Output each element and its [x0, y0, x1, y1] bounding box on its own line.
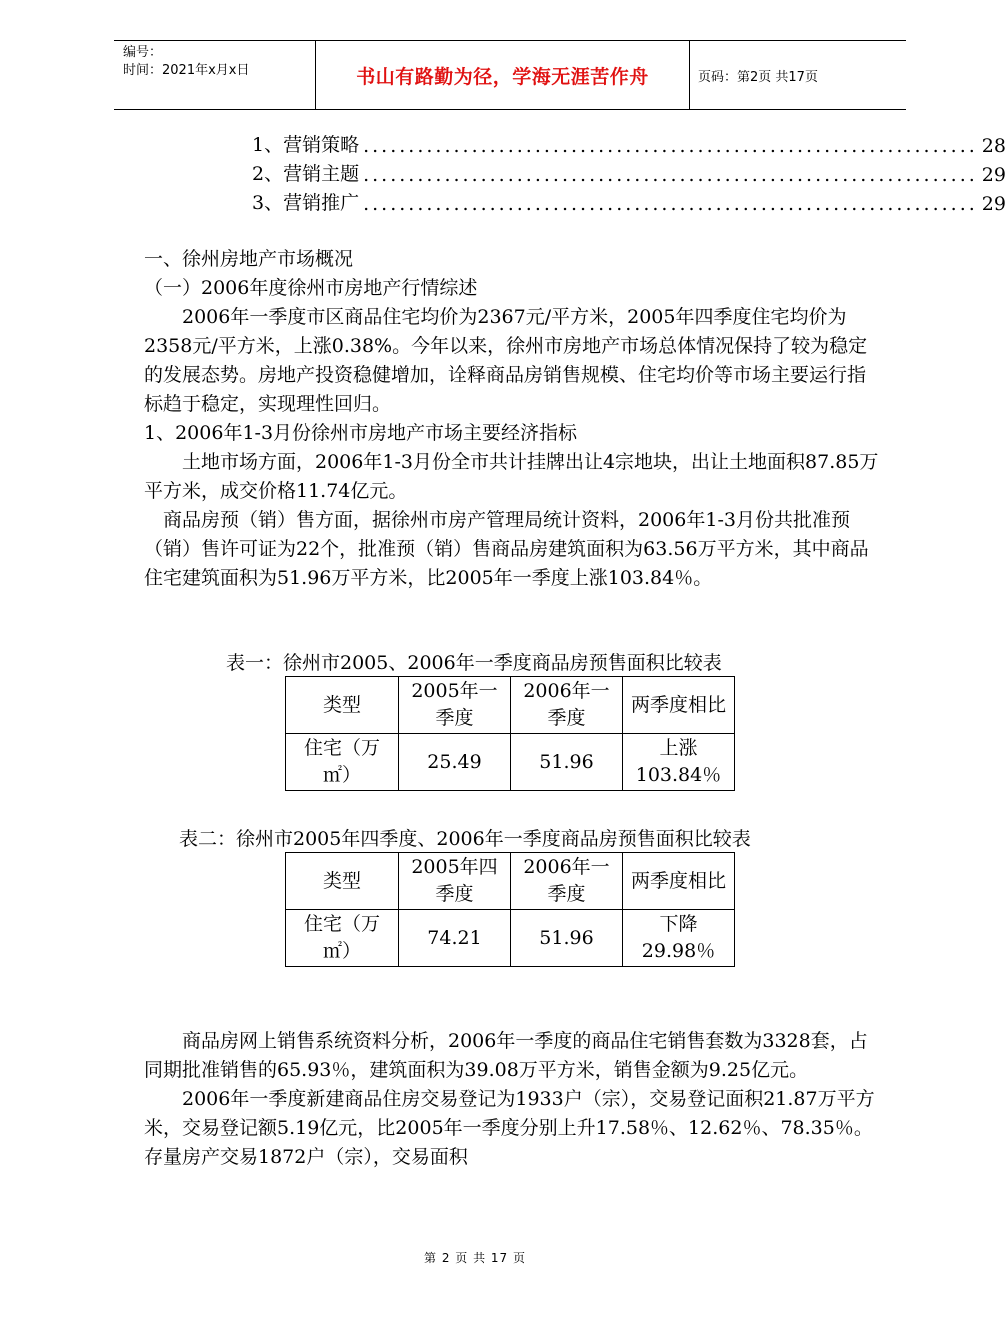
page-footer: 第 2 页 共 17 页 — [424, 1251, 526, 1265]
paragraph: 商品房网上销售系统资料分析，2006年一季度的商品住宅销售套数为3328套，占同期批准销售的65.93％，建筑面积为39.08万平方米，销售金额为9.25亿元。 — [144, 1030, 868, 1081]
toc-item[interactable] — [252, 186, 1006, 215]
paragraph: 商品房预（销）售方面，据徐州市房产管理局统计资料，2006年1-3月份共批准预（销）售许可证为22个，批准预（销）售商品房建筑面积为63.56万平方米，其中商品住宅建筑面积为51.96万平方米，比2005年一季度上涨103.84％。 — [144, 509, 869, 589]
toc-item[interactable] — [252, 128, 1006, 157]
document-number: 编号： — [123, 45, 163, 60]
subsection-heading: 1、2006年1-3月份徐州市房地产市场主要经济指标 — [144, 422, 578, 444]
table-header-cell: 两季度相比 — [623, 677, 735, 734]
table-header-cell: 类型 — [286, 677, 399, 734]
header-motto: 书山有路勤为径，学海无涯苦作舟 — [316, 41, 690, 109]
toc-leader-dots: .................................................................... — [363, 164, 978, 186]
table-header-cell: 类型 — [286, 853, 399, 910]
table-cell: 51.96 — [511, 910, 623, 967]
toc-item-label: 3、营销推广 — [252, 192, 360, 214]
toc-item-label: 1、营销策略 — [252, 134, 360, 156]
table-cell: 下降29.98％ — [623, 910, 735, 967]
toc-item-page: 29 — [981, 193, 1006, 215]
page-header — [114, 40, 906, 110]
table-header-cell: 两季度相比 — [623, 853, 735, 910]
table1-caption: 表一：徐州市2005、2006年一季度商品房预售面积比较表 — [226, 652, 722, 674]
table-header-cell: 2005年一季度 — [399, 677, 511, 734]
paragraph: 2006年一季度新建商品住房交易登记为1933户（宗），交易登记面积21.87万平方米，交易登记额5.19亿元，比2005年一季度分别上升17.58％、12.62％、78.35％。存量房产交易1872户（宗），交易面积 — [144, 1088, 875, 1168]
table2-caption: 表二：徐州市2005年四季度、2006年一季度商品房预售面积比较表 — [179, 828, 751, 850]
header-meta — [114, 41, 316, 109]
table2 — [285, 852, 735, 967]
toc-leader-dots: .................................................................... — [363, 193, 978, 215]
table-header-cell: 2005年四季度 — [399, 853, 511, 910]
section-heading: 一、徐州房地产市场概况 — [144, 248, 354, 270]
body-section-2 — [144, 1027, 880, 1172]
table-cell: 74.21 — [399, 910, 511, 967]
table-header-cell: 2006年一季度 — [511, 677, 623, 734]
table-cell: 上涨103.84％ — [623, 734, 735, 791]
table-row — [286, 734, 735, 791]
paragraph: 2006年一季度市区商品住宅均价为2367元/平方米，2005年四季度住宅均价为2358元/平方米，上涨0.38%。今年以来，徐州市房地产市场总体情况保持了较为稳定的发展态势。房地产投资稳健增加，诠释商品房销售规模、住宅均价等市场主要运行指标趋于稳定，实现理性回归。 — [144, 306, 868, 415]
table-cell: 25.49 — [399, 734, 511, 791]
table-of-contents — [252, 128, 1006, 215]
document-time: 时间：2021年x月x日 — [123, 63, 250, 78]
subsection-heading: （一）2006年度徐州市房地产行情综述 — [144, 277, 478, 299]
body-section-1 — [144, 245, 880, 593]
toc-leader-dots: .................................................................... — [363, 135, 978, 157]
table-row — [286, 910, 735, 967]
toc-item-page: 29 — [981, 164, 1006, 186]
table-cell: 51.96 — [511, 734, 623, 791]
table-cell: 住宅（万㎡） — [286, 734, 399, 791]
header-page-info: 页码：第2页 共17页 — [698, 69, 818, 85]
table-header-cell: 2006年一季度 — [511, 853, 623, 910]
toc-item[interactable] — [252, 157, 1006, 186]
paragraph: 土地市场方面，2006年1-3月份全市共计挂牌出让4宗地块，出让土地面积87.85万平方米，成交价格11.74亿元。 — [144, 451, 879, 502]
table-cell: 住宅（万㎡） — [286, 910, 399, 967]
table1 — [285, 676, 735, 791]
toc-item-label: 2、营销主题 — [252, 163, 360, 185]
toc-item-page: 28 — [981, 135, 1006, 157]
